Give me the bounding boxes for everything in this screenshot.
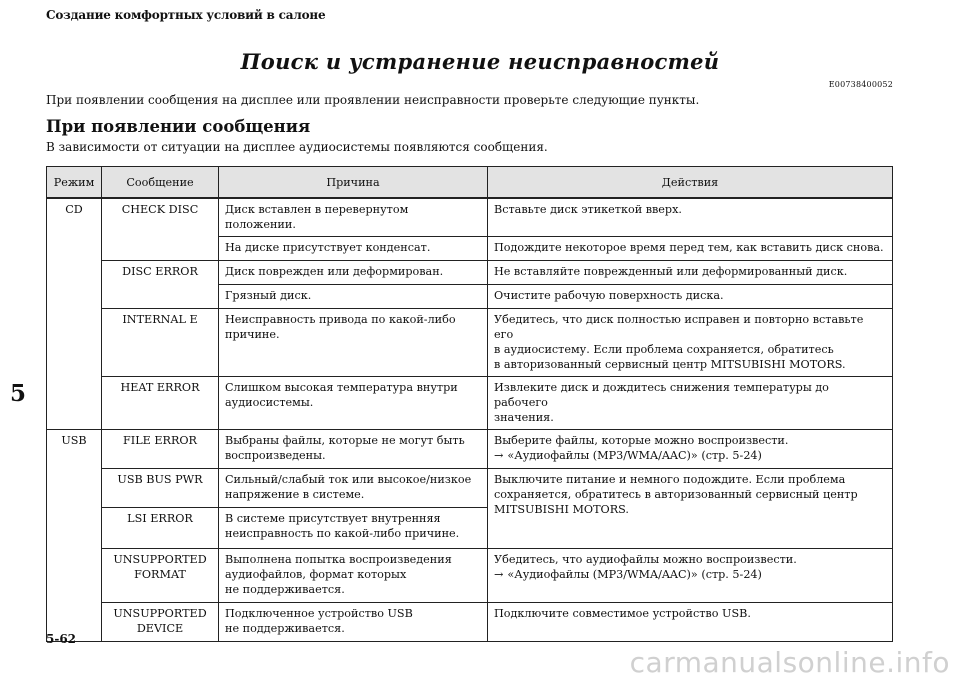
- chapter-marker: 5: [10, 380, 27, 407]
- table-row: [47, 377, 893, 430]
- message-cell: HEAT ERROR: [102, 377, 219, 430]
- message-cell: DISC ERROR: [102, 261, 219, 309]
- table-row: [47, 430, 893, 469]
- cause-cell: [219, 508, 488, 549]
- intro-text: При появлении сообщения на дисплее или проявлении неисправности проверьте следующие пункты.: [46, 93, 700, 107]
- arrow-right-icon: →: [494, 568, 504, 581]
- table-row: [47, 469, 893, 508]
- cause-cell: [219, 430, 488, 469]
- table-row: [47, 261, 893, 285]
- action-cell: [488, 549, 893, 603]
- header-action: Действия: [488, 167, 893, 199]
- action-line: Не вставляйте поврежденный или деформированный диск.: [494, 265, 848, 278]
- cause-cell: [219, 285, 488, 309]
- message-cell: LSI ERROR: [102, 508, 219, 549]
- action-line: в авторизованный сервисный центр MITSUBISHI MOTORS.: [494, 358, 846, 371]
- action-line: [494, 448, 886, 463]
- message-cell: INTERNAL E: [102, 309, 219, 377]
- cause-cell: [219, 261, 488, 285]
- cause-line: аудиосистемы.: [225, 396, 314, 409]
- table-row: [47, 309, 893, 377]
- cause-cell: [219, 603, 488, 642]
- cause-line: неисправность по какой-либо причине.: [225, 527, 460, 540]
- action-line: Выберите файлы, которые можно воспроизвести.: [494, 434, 789, 447]
- cause-cell: [219, 469, 488, 508]
- cause-line: воспроизведены.: [225, 449, 326, 462]
- message-cell: USB BUS PWR: [102, 469, 219, 508]
- cause-line: напряжение в системе.: [225, 488, 365, 501]
- cause-cell: [219, 377, 488, 430]
- message-line: DEVICE: [136, 622, 184, 635]
- cause-cell: [219, 309, 488, 377]
- table-header-row: [47, 167, 893, 199]
- cause-line: Выполнена попытка воспроизведения: [225, 553, 452, 566]
- page-title: Поиск и устранение неисправностей: [240, 49, 720, 74]
- cause-line: Выбраны файлы, которые не могут быть: [225, 434, 465, 447]
- messages-table: [46, 166, 893, 642]
- header-cause: Причина: [219, 167, 488, 199]
- action-line: Выключите питание и немного подождите. Если проблема: [494, 473, 846, 486]
- section-title: При появлении сообщения: [46, 117, 311, 136]
- message-cell: [102, 549, 219, 603]
- action-cell: [488, 261, 893, 285]
- header-mode: Режим: [47, 167, 102, 199]
- action-line: Очистите рабочую поверхность диска.: [494, 289, 724, 302]
- cause-line: Неисправность привода по какой-либо: [225, 313, 456, 326]
- page-number: 5-62: [46, 632, 77, 646]
- cause-line: В системе присутствует внутренняя: [225, 512, 441, 525]
- message-line: UNSUPPORTED: [113, 607, 207, 620]
- mode-cell: USB: [47, 430, 102, 642]
- table-row: [47, 198, 893, 237]
- cause-line: причине.: [225, 328, 280, 341]
- reference-link[interactable]: «Аудиофайлы (MP3/WMA/AAC)» (стр. 5-24): [507, 568, 762, 581]
- action-line: MITSUBISHI MOTORS.: [494, 503, 629, 516]
- cause-line: Подключенное устройство USB: [225, 607, 413, 620]
- cause-line: Диск вставлен в перевернутом положении.: [225, 203, 409, 231]
- cause-line: аудиофайлов, формат которых: [225, 568, 407, 581]
- action-line: Убедитесь, что аудиофайлы можно воспроизвести.: [494, 553, 797, 566]
- action-cell: [488, 377, 893, 430]
- action-cell: [488, 469, 893, 549]
- message-cell: CHECK DISC: [102, 198, 219, 261]
- action-cell: [488, 285, 893, 309]
- message-cell: FILE ERROR: [102, 430, 219, 469]
- reference-link[interactable]: «Аудиофайлы (MP3/WMA/AAC)» (стр. 5-24): [507, 449, 762, 462]
- action-line: сохраняется, обратитесь в авторизованный сервисный центр: [494, 488, 858, 501]
- action-line: значения.: [494, 411, 554, 424]
- message-line: UNSUPPORTED: [113, 553, 207, 566]
- watermark: carmanualsonline.info: [629, 646, 950, 679]
- action-line: Вставьте диск этикеткой вверх.: [494, 203, 682, 216]
- action-cell: [488, 237, 893, 261]
- action-line: в аудиосистему. Если проблема сохраняется, обратитесь: [494, 343, 834, 356]
- cause-line: Сильный/слабый ток или высокое/низкое: [225, 473, 472, 486]
- cause-line: Грязный диск.: [225, 289, 312, 302]
- cause-line: Слишком высокая температура внутри: [225, 381, 458, 394]
- message-cell: [102, 603, 219, 642]
- action-cell: [488, 603, 893, 642]
- action-cell: [488, 198, 893, 237]
- section-text: В зависимости от ситуации на дисплее аудиосистемы появляются сообщения.: [46, 140, 548, 154]
- document-code: E00738400052: [828, 80, 893, 89]
- cause-cell: [219, 549, 488, 603]
- action-cell: [488, 309, 893, 377]
- action-line: Подождите некоторое время перед тем, как вставить диск снова.: [494, 241, 884, 254]
- action-line: Убедитесь, что диск полностью исправен и повторно вставьте его: [494, 313, 864, 341]
- action-line: [494, 567, 886, 582]
- running-header: Создание комфортных условий в салоне: [46, 8, 326, 22]
- action-cell: [488, 430, 893, 469]
- cause-line: не поддерживается.: [225, 583, 345, 596]
- cause-line: Диск поврежден или деформирован.: [225, 265, 444, 278]
- cause-line: На диске присутствует конденсат.: [225, 241, 431, 254]
- table-row: [47, 603, 893, 642]
- action-line: Подключите совместимое устройство USB.: [494, 607, 751, 620]
- table-row: [47, 549, 893, 603]
- arrow-right-icon: →: [494, 449, 504, 462]
- header-message: Сообщение: [102, 167, 219, 199]
- cause-line: не поддерживается.: [225, 622, 345, 635]
- action-line: Извлеките диск и дождитесь снижения температуры до рабочего: [494, 381, 829, 409]
- cause-cell: [219, 198, 488, 237]
- cause-cell: [219, 237, 488, 261]
- message-line: FORMAT: [134, 568, 186, 581]
- mode-cell: CD: [47, 198, 102, 430]
